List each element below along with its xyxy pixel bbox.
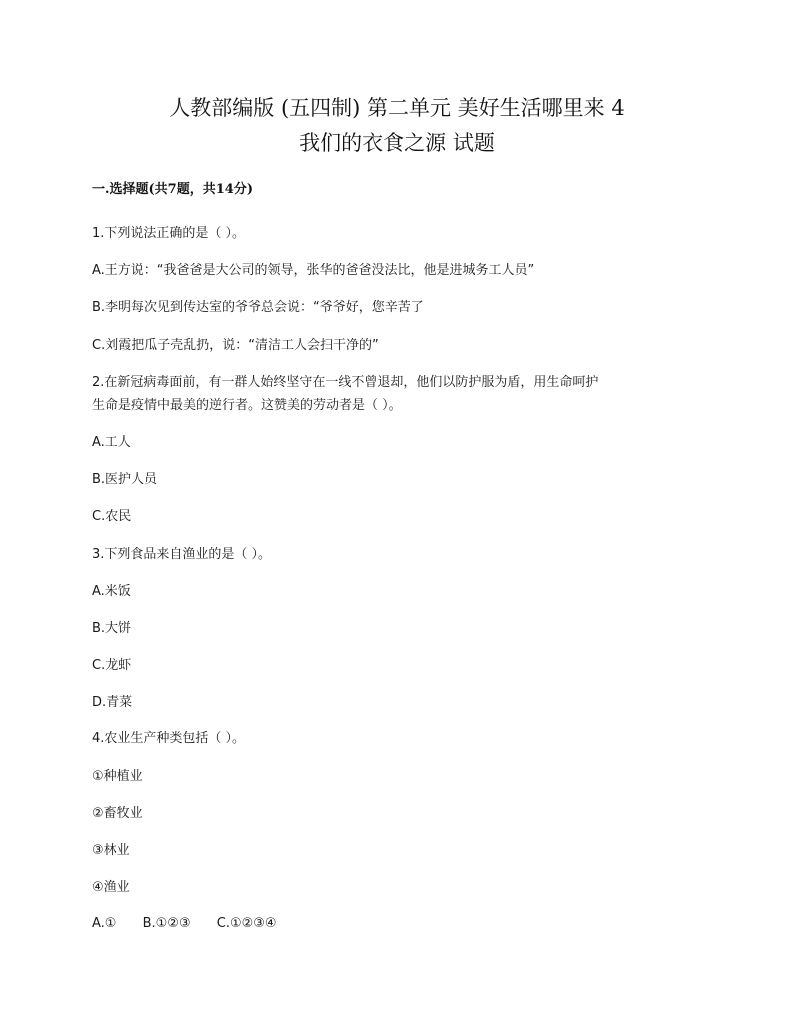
question-4-option-b: B.①②③ [142, 916, 191, 931]
document-title-line-1: 人教部编版 (五四制) 第二单元 美好生活哪里来 4 [169, 96, 625, 120]
question-4-options-row [92, 914, 277, 934]
question-4-item-3: ③林业 [92, 843, 130, 858]
question-1-stem: 1.下列说法正确的是（ ）。 [92, 226, 246, 241]
question-4-option-c: C.①②③④ [216, 916, 277, 931]
question-4-item-2: ②畜牧业 [92, 806, 143, 821]
question-2-option-b: B.医护人员 [92, 472, 158, 487]
question-4-stem: 4.农业生产种类包括（ ）。 [92, 731, 246, 746]
question-1-option-a: A.王方说：“我爸爸是大公司的领导，张华的爸爸没法比，他是进城务工人员” [92, 263, 535, 278]
question-2-stem-line-2: 生命是疫情中最美的逆行者。这赞美的劳动者是（ ）。 [92, 398, 402, 413]
question-2-stem-line-1: 2.在新冠病毒面前，有一群人始终坚守在一线不曾退却，他们以防护服为盾，用生命呵护 [92, 375, 599, 390]
question-2-option-c: C.农民 [92, 509, 132, 524]
question-1-option-c: C.刘霞把瓜子壳乱扔，说：“清洁工人会扫干净的” [92, 338, 379, 353]
question-3-option-d: D.青菜 [92, 695, 133, 710]
question-4-item-4: ④渔业 [92, 880, 130, 895]
question-3-stem: 3.下列食品来自渔业的是（ ）。 [92, 547, 272, 562]
section-heading: 一.选择题(共7题，共14分) [92, 182, 253, 197]
question-4-item-1: ①种植业 [92, 769, 143, 784]
question-1-option-b: B.李明每次见到传达室的爷爷总会说：“爷爷好，您辛苦了 [92, 300, 424, 315]
question-4-option-a: A.① [92, 916, 117, 931]
question-3-option-a: A.米饭 [92, 584, 131, 599]
document-title-line-2: 我们的衣食之源 试题 [299, 131, 495, 155]
question-2-option-a: A.工人 [92, 435, 131, 450]
question-3-option-b: B.大饼 [92, 621, 132, 636]
question-3-option-c: C.龙虾 [92, 658, 132, 673]
